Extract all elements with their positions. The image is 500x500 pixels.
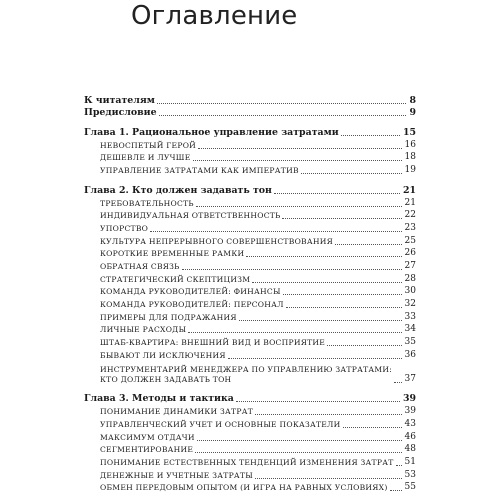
toc-entry-label: Предисловие — [84, 107, 157, 119]
toc-entry-label: ОБРАТНАЯ СВЯЗЬ — [100, 261, 180, 271]
dot-leader — [252, 282, 401, 283]
toc-page-number: 21 — [404, 197, 416, 208]
toc-page-number: 8 — [409, 94, 416, 106]
dot-leader — [341, 135, 400, 136]
toc-entry[interactable] — [84, 297, 416, 310]
toc-page-number: 30 — [404, 286, 416, 297]
toc-entry-label: СЕГМЕНТИРОВАНИЕ — [100, 445, 194, 455]
toc-entry-label: КОМАНДА РУКОВОДИТЕЛЕЙ: ПЕРСОНАЛ — [100, 300, 284, 309]
toc-entry-label: БЫВАЮТ ЛИ ИСКЛЮЧЕНИЯ — [100, 350, 226, 360]
toc-entry[interactable] — [84, 259, 416, 272]
dot-leader — [246, 256, 401, 257]
toc-page-number: 23 — [404, 222, 416, 233]
toc-page-number: 36 — [404, 349, 416, 360]
toc-page-number: 39 — [404, 406, 416, 417]
dot-leader — [195, 452, 401, 453]
dot-leader — [282, 218, 401, 219]
toc-entry[interactable] — [84, 404, 416, 417]
toc-page-number: 43 — [404, 418, 416, 429]
toc-entry[interactable] — [84, 443, 416, 456]
dot-leader — [396, 465, 402, 466]
toc-entry-label: УПРАВЛЕНЧЕСКИЙ УЧЕТ И ОСНОВНЫЕ ПОКАЗАТЕЛИ — [100, 419, 341, 429]
dot-leader — [335, 244, 402, 245]
toc-entry[interactable] — [84, 468, 416, 481]
toc-entry[interactable] — [84, 417, 416, 430]
toc-page-number: 15 — [402, 127, 416, 139]
dot-leader — [159, 115, 407, 116]
dot-leader — [343, 427, 402, 428]
toc-entry[interactable] — [84, 430, 416, 443]
toc-entry-readers[interactable] — [84, 93, 416, 106]
dot-leader — [274, 193, 400, 194]
toc-chapter-label: Глава 2. Кто должен задавать тон — [84, 184, 272, 196]
toc-entry[interactable] — [84, 285, 416, 298]
toc-page-number: 48 — [404, 444, 416, 455]
toc-entry[interactable] — [84, 455, 416, 468]
toc-page-number: 18 — [404, 152, 416, 163]
table-of-contents — [84, 93, 416, 493]
toc-page-number: 9 — [409, 107, 416, 119]
toc-entry-label: НЕВОСПЕТЫЙ ГЕРОЙ — [100, 140, 197, 150]
dot-leader — [239, 320, 402, 321]
dot-leader — [193, 160, 402, 161]
toc-entry-label: УПОРСТВО — [100, 223, 149, 233]
toc-entry-label: ПРИМЕРЫ ДЛЯ ПОДРАЖАНИЯ — [100, 312, 237, 322]
toc-page-number: 27 — [404, 260, 416, 271]
dot-leader — [255, 478, 402, 479]
dot-leader — [301, 173, 402, 174]
toc-entry-label: ЛИЧНЫЕ РАСХОДЫ — [100, 325, 187, 335]
toc-page-number: 28 — [404, 273, 416, 284]
toc-entry[interactable] — [84, 151, 416, 164]
dot-leader — [150, 231, 401, 232]
toc-entry[interactable] — [84, 196, 416, 209]
toc-entry-label: УПРАВЛЕНИЕ ЗАТРАТАМИ КАК ИМПЕРАТИВ — [100, 166, 299, 176]
toc-entry-label: ПОНИМАНИЕ ДИНАМИКИ ЗАТРАТ — [100, 407, 254, 417]
toc-page-number: 26 — [404, 248, 416, 259]
toc-entry-label: КУЛЬТУРА НЕПРЕРЫВНОГО СОВЕРШЕНСТВОВАНИЯ — [100, 236, 334, 246]
dot-leader — [394, 382, 401, 383]
toc-page-number: 25 — [404, 235, 416, 246]
toc-entry-label: ТРЕБОВАТЕЛЬНОСТЬ — [100, 198, 194, 208]
toc-page-number: 46 — [404, 431, 416, 442]
toc-chapter-1[interactable] — [84, 125, 416, 138]
toc-page-number: 19 — [404, 165, 416, 176]
toc-page-number: 39 — [402, 393, 416, 405]
toc-entry-label — [84, 365, 392, 385]
dot-leader — [236, 401, 400, 402]
toc-page-number: 51 — [404, 456, 416, 467]
toc-entry[interactable] — [84, 209, 416, 222]
toc-page-number: 22 — [404, 210, 416, 221]
toc-entry[interactable] — [84, 163, 416, 176]
toc-entry-label: ОБМЕН ПЕРЕДОВЫМ ОПЫТОМ (И ИГРА НА РАВНЫХ УСЛОВИЯХ) — [100, 483, 388, 493]
toc-page-number: 37 — [404, 373, 416, 384]
toc-entry-label: К читателям — [84, 94, 155, 106]
toc-entry[interactable] — [84, 247, 416, 260]
toc-entry[interactable] — [84, 348, 416, 361]
toc-chapter-label: Глава 1. Рациональное управление затратами — [84, 127, 339, 139]
toc-entry[interactable] — [84, 138, 416, 151]
toc-entry[interactable] — [84, 335, 416, 348]
toc-page-number: 33 — [404, 311, 416, 322]
dot-leader — [198, 148, 401, 149]
toc-entry-label: ДЕШЕВЛЕ И ЛУЧШЕ — [100, 153, 191, 163]
dot-leader — [286, 307, 402, 308]
toc-entry-label: МАКСИМУМ ОТДАЧИ — [100, 432, 195, 442]
toc-entry-label: ПОНИМАНИЕ ЕСТЕСТВЕННЫХ ТЕНДЕНЦИЙ ИЗМЕНЕНИЯ ЗАТРАТ — [100, 457, 394, 467]
dot-leader — [390, 490, 402, 491]
toc-entry[interactable] — [84, 481, 416, 494]
toc-entry[interactable] — [84, 221, 416, 234]
dot-leader — [327, 345, 401, 346]
toc-entry[interactable] — [84, 323, 416, 336]
dot-leader — [228, 358, 402, 359]
toc-entry[interactable] — [84, 310, 416, 323]
toc-entry-label-line: ИНСТРУМЕНТАРИЙ МЕНЕДЖЕРА ПО УПРАВЛЕНИЮ ЗАТРАТАМИ: — [100, 364, 393, 374]
toc-page-number: 53 — [404, 469, 416, 480]
dot-leader — [196, 206, 402, 207]
toc-entry[interactable] — [84, 361, 416, 385]
toc-entry-label: ШТАБ-КВАРТИРА: ВНЕШНИЙ ВИД И ВОСПРИЯТИЕ — [100, 338, 326, 348]
toc-page-number: 55 — [404, 482, 416, 493]
toc-entry-label-line: КТО ДОЛЖЕН ЗАДАВАТЬ ТОН — [100, 374, 232, 384]
toc-entry[interactable] — [84, 234, 416, 247]
toc-entry-label: ДЕНЕЖНЫЕ И УЧЕТНЫЕ ЗАТРАТЫ — [100, 470, 253, 480]
toc-page-number: 35 — [404, 337, 416, 348]
dot-leader — [157, 103, 407, 104]
toc-page-number: 32 — [404, 299, 416, 309]
toc-entry-preface[interactable] — [84, 106, 416, 119]
dot-leader — [197, 440, 402, 441]
toc-entry[interactable] — [84, 272, 416, 285]
dot-leader — [188, 332, 401, 333]
toc-chapter-2[interactable] — [84, 183, 416, 196]
toc-chapter-3[interactable] — [84, 392, 416, 405]
toc-entry-label: ИНДИВИДУАЛЬНАЯ ОТВЕТСТВЕННОСТЬ — [100, 211, 281, 221]
page-title: Оглавление — [131, 1, 298, 31]
toc-page-number: 34 — [404, 324, 416, 335]
dot-leader — [255, 414, 402, 415]
toc-page-number: 21 — [402, 184, 416, 196]
dot-leader — [182, 269, 402, 270]
dot-leader — [283, 294, 402, 295]
toc-chapter-label: Глава 3. Методы и тактика — [84, 393, 234, 405]
toc-entry-label: СТРАТЕГИЧЕСКИЙ СКЕПТИЦИЗМ — [100, 274, 251, 284]
toc-entry-label: КОМАНДА РУКОВОДИТЕЛЕЙ: ФИНАНСЫ — [100, 287, 281, 297]
toc-entry-label: КОРОТКИЕ ВРЕМЕННЫЕ РАМКИ — [100, 249, 245, 259]
toc-page-number: 16 — [404, 139, 416, 150]
